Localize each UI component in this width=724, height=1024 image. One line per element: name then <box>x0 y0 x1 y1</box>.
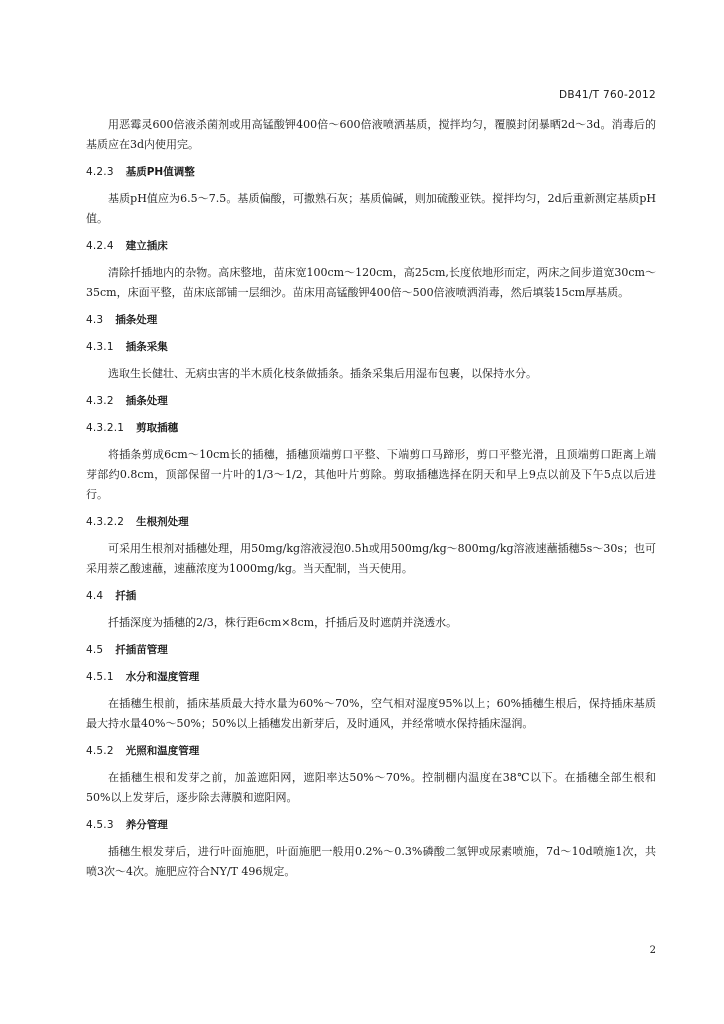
section-heading <box>86 586 656 606</box>
section-title: 剪取插穗 <box>136 422 179 434</box>
section-heading <box>86 815 656 835</box>
section-heading <box>86 418 656 438</box>
section-number: 4.3.2.2 <box>86 516 125 528</box>
body-paragraph: 插穗生根发芽后，进行叶面施肥，叶面施肥一般用0.2%～0.3%磷酸二氢钾或尿素喷施，7d～10d喷施1次，共喷3次～4次。施肥应符合NY/T 496规定。 <box>86 845 656 878</box>
body-paragraph: 用恶霉灵600倍液杀菌剂或用高锰酸钾400倍～600倍液喷洒基质，搅拌均匀，覆膜封闭暴晒2d～3d。消毒后的基质应在3d内使用完。 <box>86 118 656 151</box>
section-number: 4.5.3 <box>86 819 114 831</box>
section-title: 扦插 <box>115 590 137 602</box>
section-heading <box>86 391 656 411</box>
section-number: 4.3.1 <box>86 341 114 353</box>
section-number: 4.3.2.1 <box>86 422 125 434</box>
section-heading <box>86 667 656 687</box>
body-paragraph: 扦插深度为插穗的2/3，株行距6cm×8cm，扦插后及时遮荫并浇透水。 <box>108 616 458 629</box>
section-number: 4.5 <box>86 644 104 656</box>
body-paragraph: 可采用生根剂对插穗处理，用50mg/kg溶液浸泡0.5h或用500mg/kg～800mg/kg溶液速蘸插穗5s～30s；也可采用萘乙酸速蘸，速蘸浓度为1000mg/kg。当天配制，当天使用。 <box>86 542 656 575</box>
section-title: 水分和湿度管理 <box>125 671 200 683</box>
section-number: 4.5.1 <box>86 671 114 683</box>
body-paragraph: 基质pH值应为6.5～7.5。基质偏酸，可撒熟石灰；基质偏碱，则加硫酸亚铁。搅拌均匀，2d后重新测定基质pH值。 <box>86 192 656 225</box>
section-title: 插条采集 <box>125 341 168 353</box>
body-paragraph: 将插条剪成6cm～10cm长的插穗，插穗顶端剪口平整、下端剪口马蹄形，剪口平整光滑，且顶端剪口距离上端芽部约0.8cm，顶部保留一片叶的1/3～1/2，其他叶片剪除。剪取插穗选择在阴天和早上9点以前及下午5点以后进行。 <box>86 448 656 501</box>
section-heading <box>86 310 656 330</box>
section-number: 4.3.2 <box>86 395 114 407</box>
section-title: 生根剂处理 <box>136 516 189 528</box>
section-number: 4.5.2 <box>86 745 114 757</box>
section-number: 4.2.4 <box>86 240 114 252</box>
body-paragraph: 在插穗生根和发芽之前，加盖遮阳网，遮阳率达50%～70%。控制棚内温度在38℃以下。在插穗全部生根和50%以上发芽后，逐步除去薄膜和遮阳网。 <box>86 771 656 804</box>
section-title: 插条处理 <box>115 314 158 326</box>
section-title: 扦插苗管理 <box>115 644 168 656</box>
section-heading <box>86 512 656 532</box>
section-title: 光照和温度管理 <box>125 745 200 757</box>
section-heading <box>86 640 656 660</box>
section-title: 插条处理 <box>125 395 168 407</box>
document-body <box>86 115 656 882</box>
standard-code: DB41/T 760-2012 <box>559 89 656 101</box>
page-number: 2 <box>649 945 656 956</box>
section-number: 4.2.3 <box>86 166 114 178</box>
body-paragraph: 清除扦插地内的杂物。高床整地，苗床宽100cm～120cm，高25cm,长度依地形而定，两床之间步道宽30cm～35cm，床面平整，苗床底部铺一层细沙。苗床用高锰酸钾400倍～500倍液喷洒消毒，然后填装15cm厚基质。 <box>86 266 656 299</box>
body-paragraph: 选取生长健壮、无病虫害的半木质化枝条做插条。插条采集后用湿布包裹，以保持水分。 <box>108 367 537 380</box>
section-number: 4.4 <box>86 590 104 602</box>
body-paragraph: 在插穗生根前，插床基质最大持水量为60%～70%，空气相对湿度95%以上；60%插穗生根后，保持插床基质最大持水量40%～50%；50%以上插穗发出新芽后，及时通风，并经常喷水保持插床湿润。 <box>86 697 656 730</box>
section-heading <box>86 236 656 256</box>
section-title: 建立插床 <box>125 240 168 252</box>
section-title: 基质PH值调整 <box>125 166 195 178</box>
section-number: 4.3 <box>86 314 104 326</box>
section-title: 养分管理 <box>125 819 168 831</box>
section-heading <box>86 162 656 182</box>
section-heading <box>86 337 656 357</box>
section-heading <box>86 741 656 761</box>
